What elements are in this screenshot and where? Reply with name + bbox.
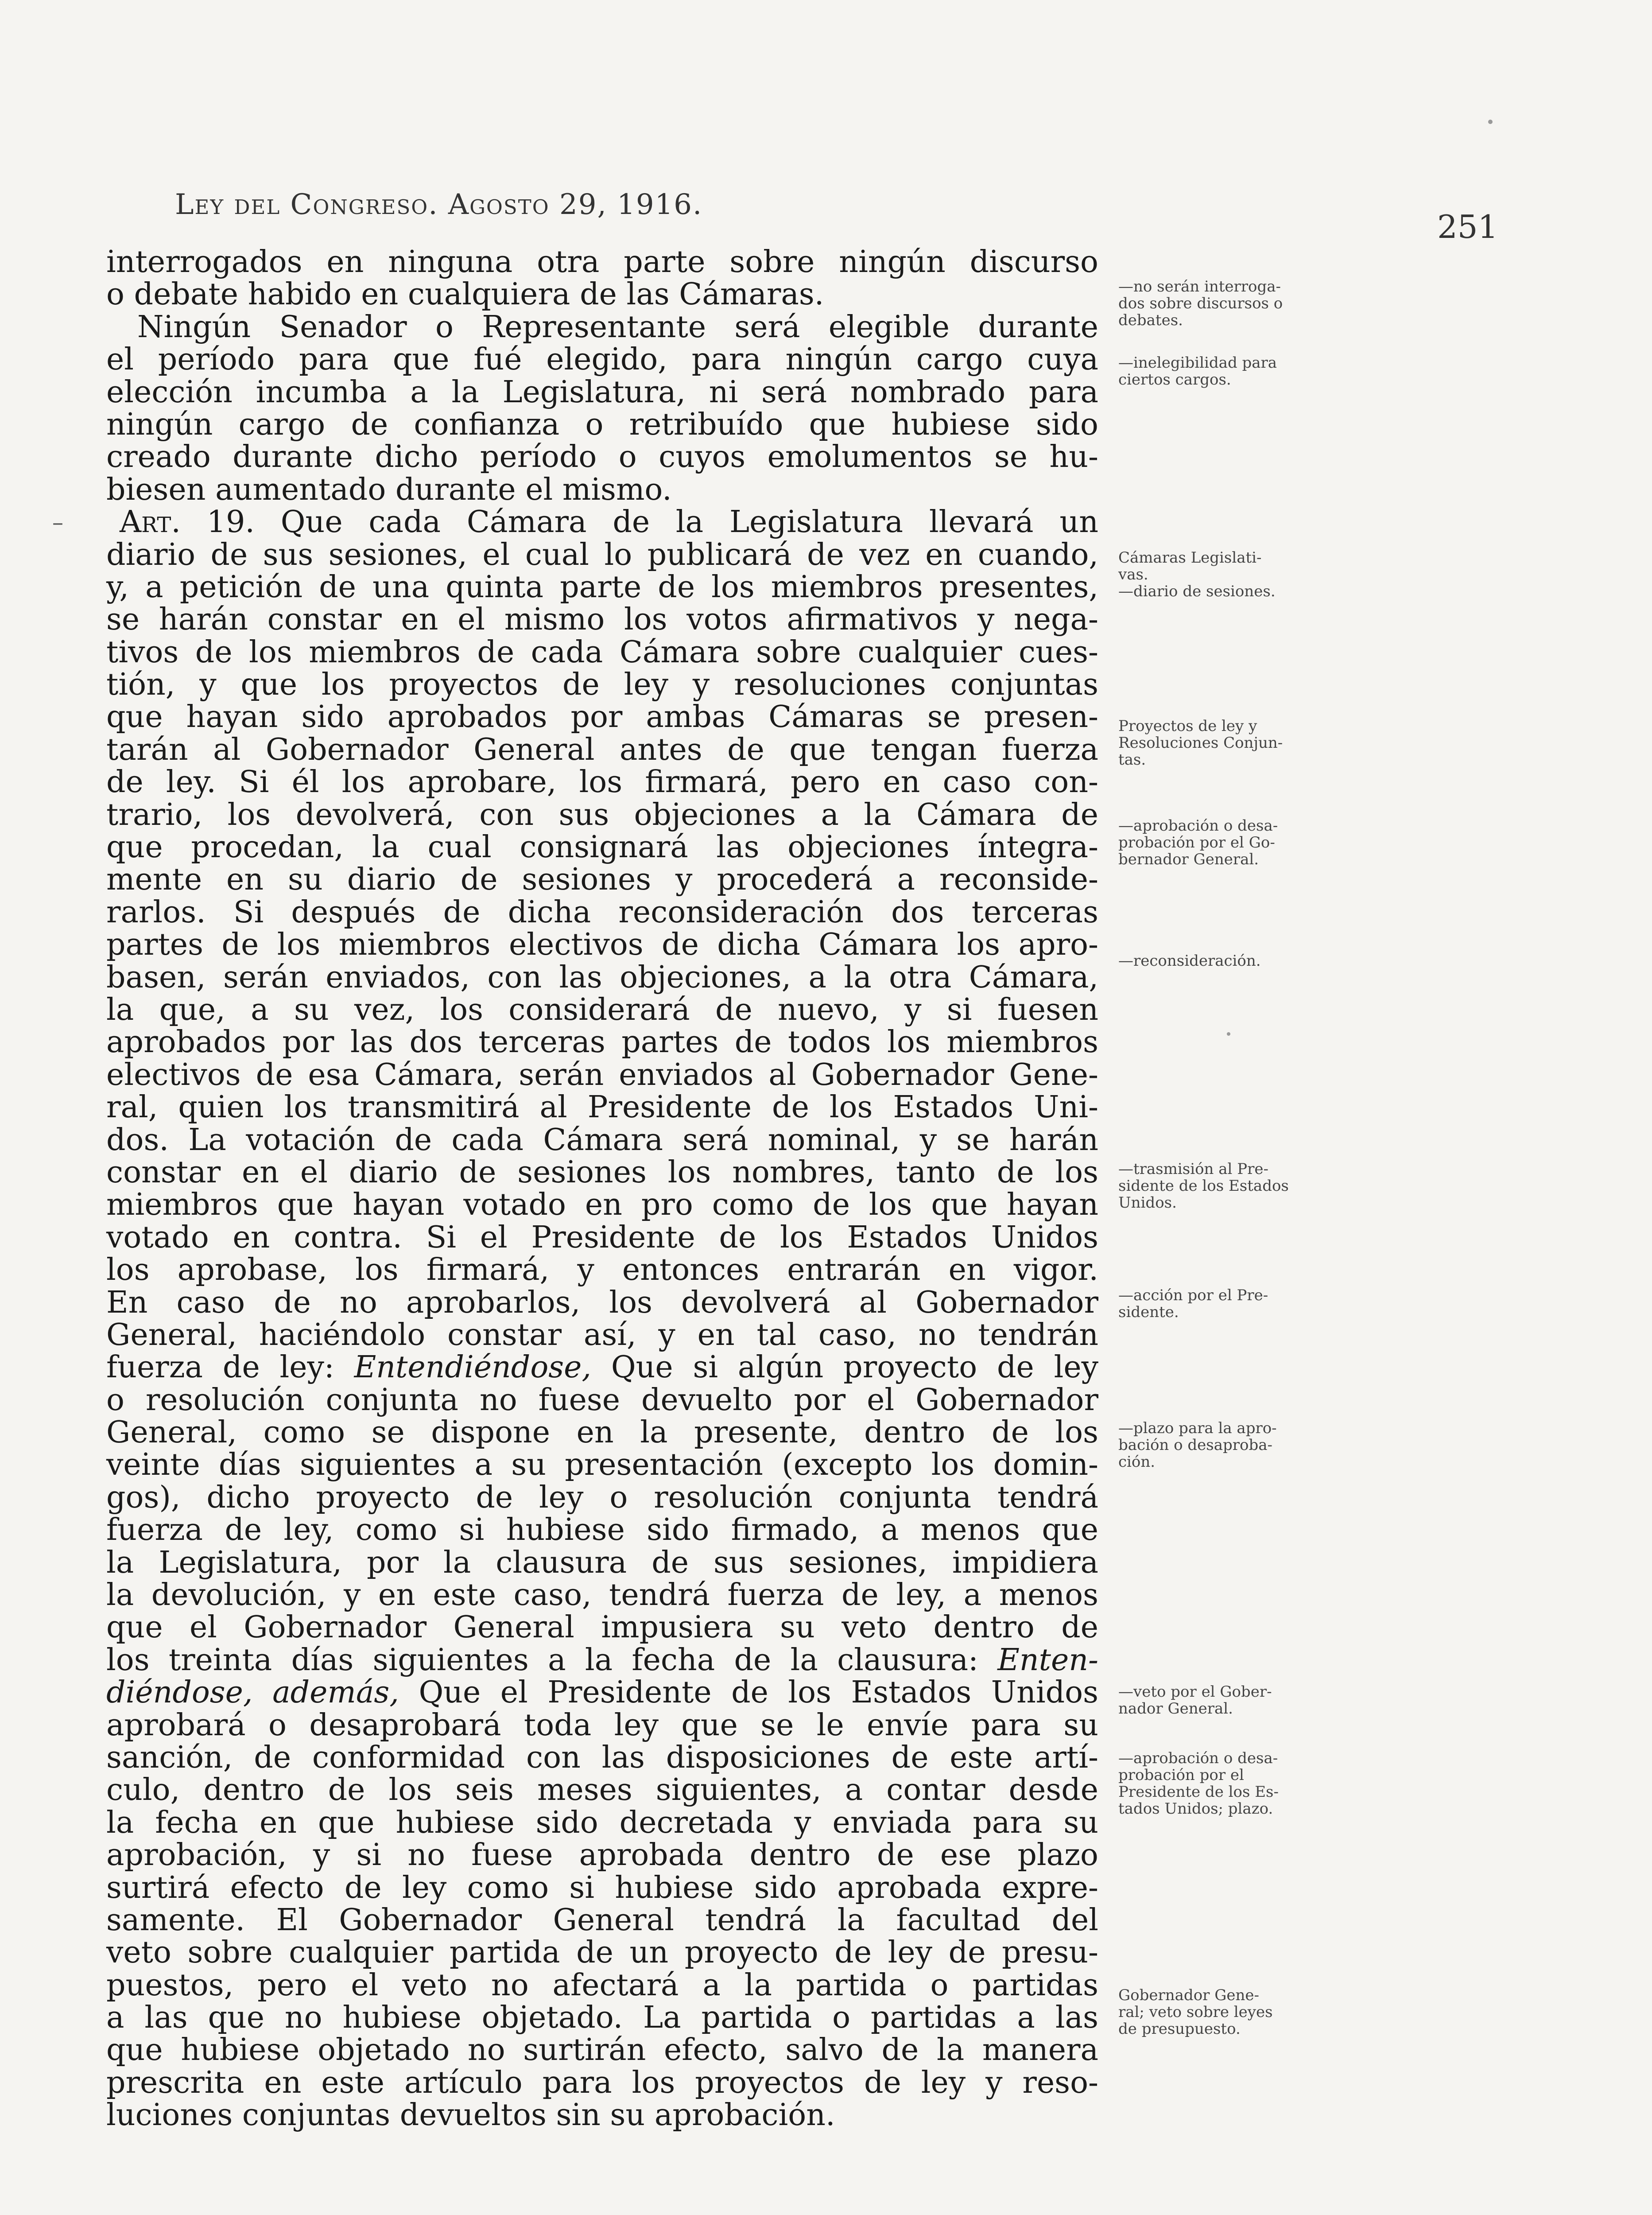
text-line: En caso de no aprobarlos, los devolverá al Gobernador: [106, 1285, 1098, 1320]
margin-note-line: —aprobación o desa-: [1118, 817, 1278, 835]
text-line: biesen aumentado durante el mismo.: [106, 472, 672, 507]
text-line: surtirá efecto de ley como si hubiese sido aprobada expre-: [106, 1870, 1098, 1905]
margin-note-line: —diario de sesiones.: [1118, 583, 1276, 600]
margin-note-line: probación por el: [1118, 1766, 1244, 1784]
text-line: General, haciéndolo constar así, y en tal caso, no tendrán: [106, 1317, 1098, 1352]
text-line: que procedan, la cual consignará las objeciones íntegra-: [106, 830, 1098, 865]
margin-note-line: nador General.: [1118, 1700, 1233, 1718]
margin-note: [1118, 1683, 1353, 1717]
margin-note-line: probación por el Go-: [1118, 834, 1275, 851]
margin-note-line: —no serán interroga-: [1118, 278, 1281, 295]
text-line: samente. El Gobernador General tendrá la facultad del: [106, 1902, 1098, 1938]
margin-note-line: ral; veto sobre leyes: [1118, 2003, 1273, 2021]
running-head: Ley del Congreso. Agosto 29, 1916.: [175, 188, 703, 221]
margin-note-line: vas.: [1118, 566, 1148, 583]
text-line: miembros que hayan votado en pro como de los que hayan: [106, 1187, 1098, 1223]
text-line: fuerza de ley, como si hubiese sido firmado, a menos que: [106, 1512, 1098, 1548]
text-line: General, como se dispone en la presente, dentro de los: [106, 1415, 1098, 1450]
margin-note: [1118, 1987, 1353, 2037]
text-line: el período para que fué elegido, para ningún cargo cuya: [106, 342, 1098, 377]
text-line: dos. La votación de cada Cámara será nominal, y se harán: [106, 1122, 1098, 1158]
text-line: la Legislatura, por la clausura de sus sesiones, impidiera: [106, 1545, 1098, 1580]
margin-note: [1118, 1750, 1353, 1817]
text-line: que hubiese objetado no surtirán efecto, salvo de la manera: [106, 2032, 1098, 2068]
margin-note: [1118, 817, 1353, 868]
text-line: culo, dentro de los seis meses siguientes, a contar desde: [106, 1772, 1098, 1808]
page-number: 251: [1437, 208, 1498, 245]
text-line: veto sobre cualquier partida de un proyecto de ley de presu-: [106, 1935, 1098, 1970]
text-line: diéndose, además, Que el Presidente de los Estados Unidos: [106, 1675, 1099, 1710]
paper-speck-icon: [1488, 120, 1493, 124]
margin-note: [1118, 1420, 1353, 1470]
margin-note: [1118, 718, 1353, 768]
margin-note-line: de presupuesto.: [1118, 2020, 1241, 2038]
text-line: la fecha en que hubiese sido decretada y enviada para su: [106, 1805, 1098, 1840]
text-line: constar en el diario de sesiones los nombres, tanto de los: [106, 1154, 1098, 1190]
margin-note-line: Gobernador Gene-: [1118, 1986, 1260, 2004]
text-line: fuerza de ley: Entendiéndose, Que si algún proyecto de ley: [106, 1350, 1098, 1385]
text-line: puestos, pero el veto no afectará a la partida o partidas: [106, 1967, 1098, 2003]
text-line: creado durante dicho período o cuyos emolumentos se hu-: [106, 439, 1098, 475]
margin-note-line: Unidos.: [1118, 1194, 1177, 1212]
text-line: la que, a su vez, los considerará de nuevo, y si fuesen: [106, 992, 1098, 1027]
margin-note-line: bación o desaproba-: [1118, 1436, 1273, 1454]
margin-note-line: Presidente de los Es-: [1118, 1783, 1279, 1801]
text-line: se harán constar en el mismo los votos afirmativos y nega-: [106, 602, 1098, 637]
text-line: basen, serán enviados, con las objeciones, a la otra Cámara,: [106, 960, 1098, 995]
margin-note-line: sidente de los Estados: [1118, 1177, 1289, 1195]
text-line: o debate habido en cualquiera de las Cámaras.: [106, 277, 824, 312]
margin-note-line: Proyectos de ley y: [1118, 717, 1257, 735]
margin-note: [1118, 354, 1353, 388]
margin-note-line: ciertos cargos.: [1118, 371, 1231, 389]
margin-note-line: —inelegibilidad para: [1118, 354, 1277, 372]
text-line: Ningún Senador o Representante será elegible durante: [137, 309, 1098, 345]
text-line: elección incumba a la Legislatura, ni será nombrado para: [106, 374, 1098, 410]
margin-note: [1118, 952, 1353, 969]
text-line: mente en su diario de sesiones y procederá a reconside-: [106, 862, 1098, 898]
text-line: interrogados en ninguna otra parte sobre ningún discurso: [106, 245, 1098, 280]
paper-speck-icon: [1227, 1032, 1230, 1036]
margin-note: [1118, 278, 1353, 329]
stray-mark-icon: –: [52, 509, 63, 535]
margin-note-line: bernador General.: [1118, 851, 1259, 868]
text-line: tivos de los miembros de cada Cámara sobre cualquier cues-: [106, 634, 1098, 670]
text-line: a las que no hubiese objetado. La partida o partidas a las: [106, 2000, 1098, 2036]
margin-note-line: —trasmisión al Pre-: [1118, 1160, 1268, 1178]
margin-note-line: Cámaras Legislati-: [1118, 549, 1262, 567]
text-line: partes de los miembros electivos de dicha Cámara los apro-: [106, 927, 1098, 963]
margin-note-line: —acción por el Pre-: [1118, 1286, 1268, 1304]
text-line: la devolución, y en este caso, tendrá fuerza de ley, a menos: [106, 1578, 1098, 1613]
margin-note-line: —plazo para la apro-: [1118, 1419, 1277, 1437]
text-line: y, a petición de una quinta parte de los miembros presentes,: [106, 569, 1098, 605]
text-line: votado en contra. Si el Presidente de los Estados Unidos: [106, 1220, 1098, 1255]
text-line: ningún cargo de confianza o retribuído que hubiese sido: [106, 407, 1098, 442]
text-line: luciones conjuntas devueltos sin su aprobación.: [106, 2098, 835, 2133]
text-line: prescrita en este artículo para los proyectos de ley y reso-: [106, 2065, 1098, 2100]
margin-note-line: Resoluciones Conjun-: [1118, 734, 1283, 752]
margin-note-line: ción.: [1118, 1453, 1156, 1471]
text-line: electivos de esa Cámara, serán enviados al Gobernador Gene-: [106, 1057, 1098, 1092]
margin-note-line: tas.: [1118, 751, 1146, 769]
margin-note-line: —veto por el Gober-: [1118, 1683, 1272, 1701]
text-line: ral, quien los transmitirá al Presidente de los Estados Uni-: [106, 1090, 1098, 1125]
margin-note-line: tados Unidos; plazo.: [1118, 1800, 1273, 1818]
text-line: que hayan sido aprobados por ambas Cámaras se presen-: [106, 699, 1098, 735]
margin-note-line: —reconsideración.: [1118, 952, 1261, 970]
text-line: gos), dicho proyecto de ley o resolución conjunta tendrá: [106, 1480, 1098, 1515]
text-line: o resolución conjunta no fuese devuelto por el Gobernador: [106, 1382, 1098, 1418]
margin-note-line: sidente.: [1118, 1303, 1179, 1321]
text-line: diario de sus sesiones, el cual lo publicará de vez en cuando,: [106, 537, 1098, 572]
text-line: rarlos. Si después de dicha reconsideración dos terceras: [106, 894, 1098, 930]
text-line: aprobará o desaprobará toda ley que se le envíe para su: [106, 1707, 1098, 1743]
margin-note: [1118, 1287, 1353, 1321]
text-line: trario, los devolverá, con sus objeciones a la Cámara de: [106, 797, 1098, 832]
text-line: Art. 19. Que cada Cámara de la Legislatura llevará un: [120, 505, 1098, 540]
text-line: tarán al Gobernador General antes de que tengan fuerza: [106, 732, 1098, 767]
text-line: que el Gobernador General impusiera su veto dentro de: [106, 1610, 1098, 1645]
text-line: los treinta días siguientes a la fecha de la clausura: Enten-: [106, 1642, 1098, 1678]
margin-note-line: debates.: [1118, 311, 1183, 329]
text-line: aprobación, y si no fuese aprobada dentro de ese plazo: [106, 1838, 1098, 1873]
body-text: [106, 246, 1098, 2132]
text-line: aprobados por las dos terceras partes de todos los miembros: [106, 1025, 1098, 1060]
margin-note-line: dos sobre discursos o: [1118, 295, 1283, 312]
text-line: sanción, de conformidad con las disposiciones de este artí-: [106, 1740, 1098, 1775]
margin-note: [1118, 1161, 1353, 1211]
text-line: de ley. Si él los aprobare, los firmará, pero en caso con-: [106, 765, 1098, 800]
margin-note: [1118, 549, 1353, 600]
text-line: los aprobase, los firmará, y entonces entrarán en vigor.: [106, 1252, 1098, 1288]
text-line: veinte días siguientes a su presentación (excepto los domin-: [106, 1447, 1098, 1483]
margin-note-line: —aprobación o desa-: [1118, 1749, 1278, 1767]
text-line: tión, y que los proyectos de ley y resoluciones conjuntas: [106, 667, 1098, 703]
